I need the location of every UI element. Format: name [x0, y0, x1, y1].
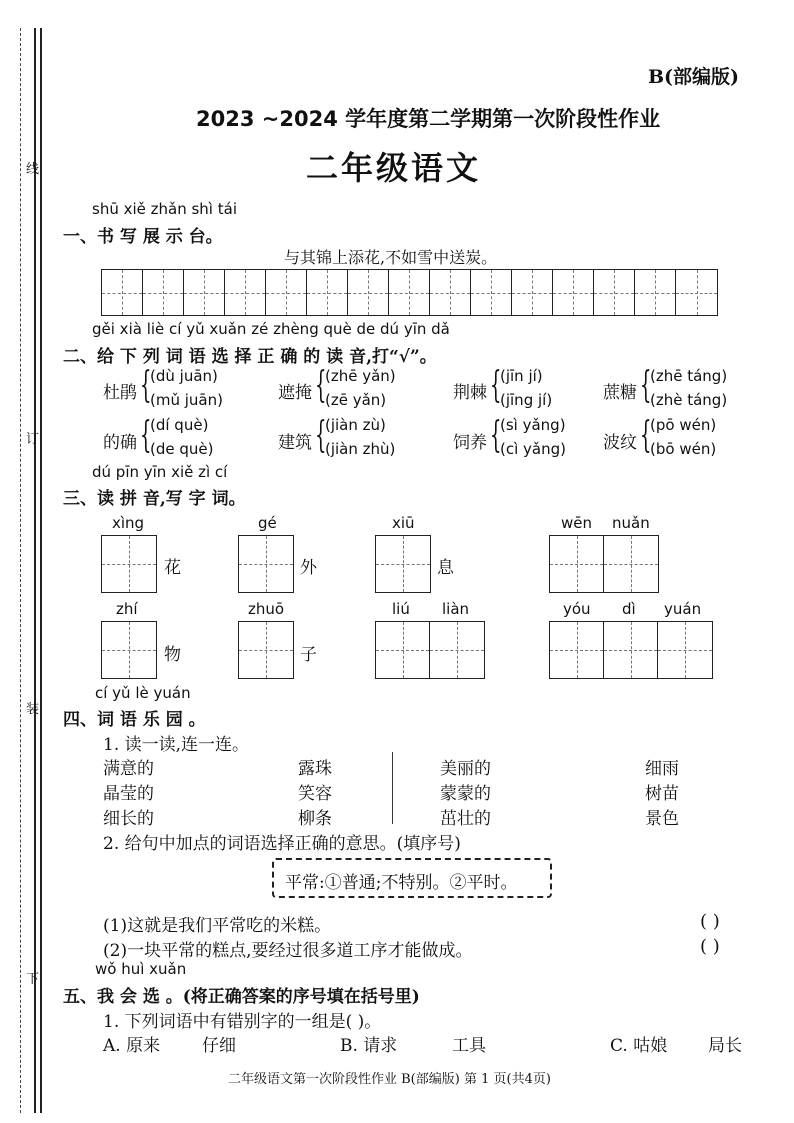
pinyin-you: yóu	[563, 600, 591, 618]
given-char: 外	[300, 558, 317, 578]
brace: {	[640, 365, 652, 406]
section5-pinyin: wǒ huì xuǎn	[95, 960, 187, 978]
page-subtitle: 2023 ~2024 学年度第二学期第一次阶段性作业	[196, 107, 661, 131]
section4-pinyin: cí yǔ lè yuán	[95, 684, 191, 702]
page-title: 二年级语文	[306, 149, 482, 187]
section3-heading: 三、读 拼 音,写 字 词。	[63, 489, 246, 509]
section5-heading: 五、我 会 选 。(将正确答案的序号填在括号里)	[63, 987, 420, 1007]
option-b[interactable]: (de què)	[150, 440, 214, 458]
binding-dashed-line	[20, 28, 21, 1113]
word-zheyan: 遮掩	[278, 383, 312, 403]
option-a[interactable]: (dù juān)	[150, 367, 218, 385]
option-b[interactable]: (bō wén)	[650, 440, 717, 458]
match-col4-item[interactable]: 景色	[645, 809, 679, 829]
margin-label-ding: 订	[26, 432, 40, 447]
option-a[interactable]: (zhē táng)	[650, 367, 728, 385]
q2-instruction: 2. 给句中加点的词语选择正确的意思。(填序号)	[103, 834, 461, 854]
section2-pinyin: gěi xià liè cí yǔ xuǎn zé zhèng què de dú yīn dǎ	[92, 320, 450, 338]
answer-box[interactable]	[549, 621, 713, 679]
match-col2-item[interactable]: 柳条	[298, 809, 332, 829]
option-a[interactable]: (pō wén)	[650, 416, 717, 434]
match-col1-item[interactable]: 晶莹的	[103, 784, 154, 804]
pinyin-yuan: yuán	[664, 600, 702, 618]
option-a[interactable]: (sì yǎng)	[500, 416, 566, 434]
brace: {	[490, 365, 502, 406]
section4-heading: 四、词 语 乐 园 。	[63, 710, 206, 730]
given-char: 花	[164, 558, 181, 578]
option-c-word2: 局长	[708, 1036, 742, 1056]
match-col2-item[interactable]: 露珠	[298, 759, 332, 779]
sentence-2: (2)一块平常的糕点,要经过很多道工序才能做成。	[103, 941, 473, 961]
word-jingji: 荆棘	[453, 383, 487, 403]
option-c-label[interactable]: C. 咕娘	[610, 1036, 668, 1056]
pinyin-xing: xìng	[112, 514, 145, 532]
option-a[interactable]: (jīn jí)	[500, 367, 543, 385]
page-footer: 二年级语文第一次阶段性作业 B(部编版) 第 1 页(共4页)	[228, 1072, 551, 1087]
margin-label-xian: 线	[26, 162, 40, 177]
brace: {	[140, 415, 152, 456]
binding-line-outer	[34, 28, 36, 1113]
pinyin-di: dì	[622, 600, 636, 618]
match-col3-item[interactable]: 茁壮的	[440, 809, 491, 829]
answer-box[interactable]	[101, 535, 157, 593]
match-col1-item[interactable]: 满意的	[103, 759, 154, 779]
brace: {	[315, 415, 327, 456]
option-a-label[interactable]: A. 原来	[103, 1036, 161, 1056]
option-a[interactable]: (zhē yǎn)	[325, 367, 396, 385]
pinyin-ge: gé	[258, 514, 277, 532]
pinyin-zhuo: zhuō	[248, 600, 285, 618]
section1-pinyin: shū xiě zhǎn shì tái	[92, 200, 237, 218]
section1-heading: 一、书 写 展 示 台。	[63, 227, 223, 247]
brace: {	[490, 415, 502, 456]
s5-q1: 1. 下列词语中有错别字的一组是( )。	[103, 1012, 382, 1032]
answer-box[interactable]	[375, 621, 485, 679]
match-col3-item[interactable]: 美丽的	[440, 759, 491, 779]
given-char: 物	[164, 645, 181, 665]
given-char: 子	[300, 645, 317, 665]
given-char: 息	[437, 558, 454, 578]
meaning-text: 平常:①普通;不特别。②平时。	[285, 873, 518, 893]
answer-box[interactable]	[375, 535, 431, 593]
match-col1-item[interactable]: 细长的	[103, 809, 154, 829]
q1-instruction: 1. 读一读,连一连。	[103, 735, 250, 755]
word-zhetang: 蔗糖	[603, 383, 637, 403]
pinyin-lian: liàn	[442, 600, 470, 618]
word-bowen: 波纹	[603, 433, 637, 453]
option-b[interactable]: (jiàn zhù)	[325, 440, 396, 458]
option-b-label[interactable]: B. 请求	[340, 1036, 398, 1056]
calligraphy-sentence: 与其锦上添花,不如雪中送炭。	[284, 248, 498, 267]
option-b[interactable]: (zē yǎn)	[325, 391, 387, 409]
answer-blank[interactable]: ( )	[700, 911, 720, 932]
option-a-word2: 仔细	[202, 1036, 236, 1056]
match-col4-item[interactable]: 细雨	[645, 759, 679, 779]
pinyin-liu: liú	[392, 600, 410, 618]
match-col3-item[interactable]: 蒙蒙的	[440, 784, 491, 804]
margin-label-xia: 下	[26, 972, 40, 987]
option-b[interactable]: (cì yǎng)	[500, 440, 566, 458]
option-b-word2: 工具	[452, 1036, 486, 1056]
brace: {	[140, 365, 152, 406]
writing-grid[interactable]	[101, 269, 718, 316]
brace: {	[640, 415, 652, 456]
word-jianzhu: 建筑	[278, 433, 312, 453]
pinyin-wen: wēn	[561, 514, 593, 532]
edition-label: B(部编版)	[648, 66, 740, 88]
match-col2-item[interactable]: 笑容	[298, 784, 332, 804]
column-divider	[392, 752, 393, 824]
answer-box[interactable]	[549, 535, 659, 593]
pinyin-zhi: zhí	[116, 600, 138, 618]
match-col4-item[interactable]: 树苗	[645, 784, 679, 804]
margin-label-zhuang: 装	[26, 702, 40, 717]
answer-box[interactable]	[238, 621, 294, 679]
answer-box[interactable]	[238, 535, 294, 593]
option-a[interactable]: (jiàn zù)	[325, 416, 386, 434]
answer-blank[interactable]: ( )	[700, 936, 720, 957]
option-b[interactable]: (zhè táng)	[650, 391, 728, 409]
word-siyang: 饲养	[453, 433, 487, 453]
option-a[interactable]: (dí què)	[150, 416, 209, 434]
sentence-1: (1)这就是我们平常吃的米糕。	[103, 916, 332, 936]
option-b[interactable]: (mǔ juān)	[150, 391, 223, 409]
binding-line-inner	[40, 28, 42, 1113]
section2-heading: 二、给 下 列 词 语 选 择 正 确 的 读 音,打“√”。	[63, 347, 437, 367]
word-dique: 的确	[103, 433, 137, 453]
brace: {	[315, 365, 327, 406]
word-dujuan: 杜鹃	[103, 383, 137, 403]
section3-pinyin: dú pīn yīn xiě zì cí	[92, 463, 228, 481]
pinyin-nuan: nuǎn	[612, 514, 650, 532]
option-b[interactable]: (jīng jí)	[500, 391, 553, 409]
answer-box[interactable]	[101, 621, 157, 679]
pinyin-xiu: xiū	[392, 514, 415, 532]
